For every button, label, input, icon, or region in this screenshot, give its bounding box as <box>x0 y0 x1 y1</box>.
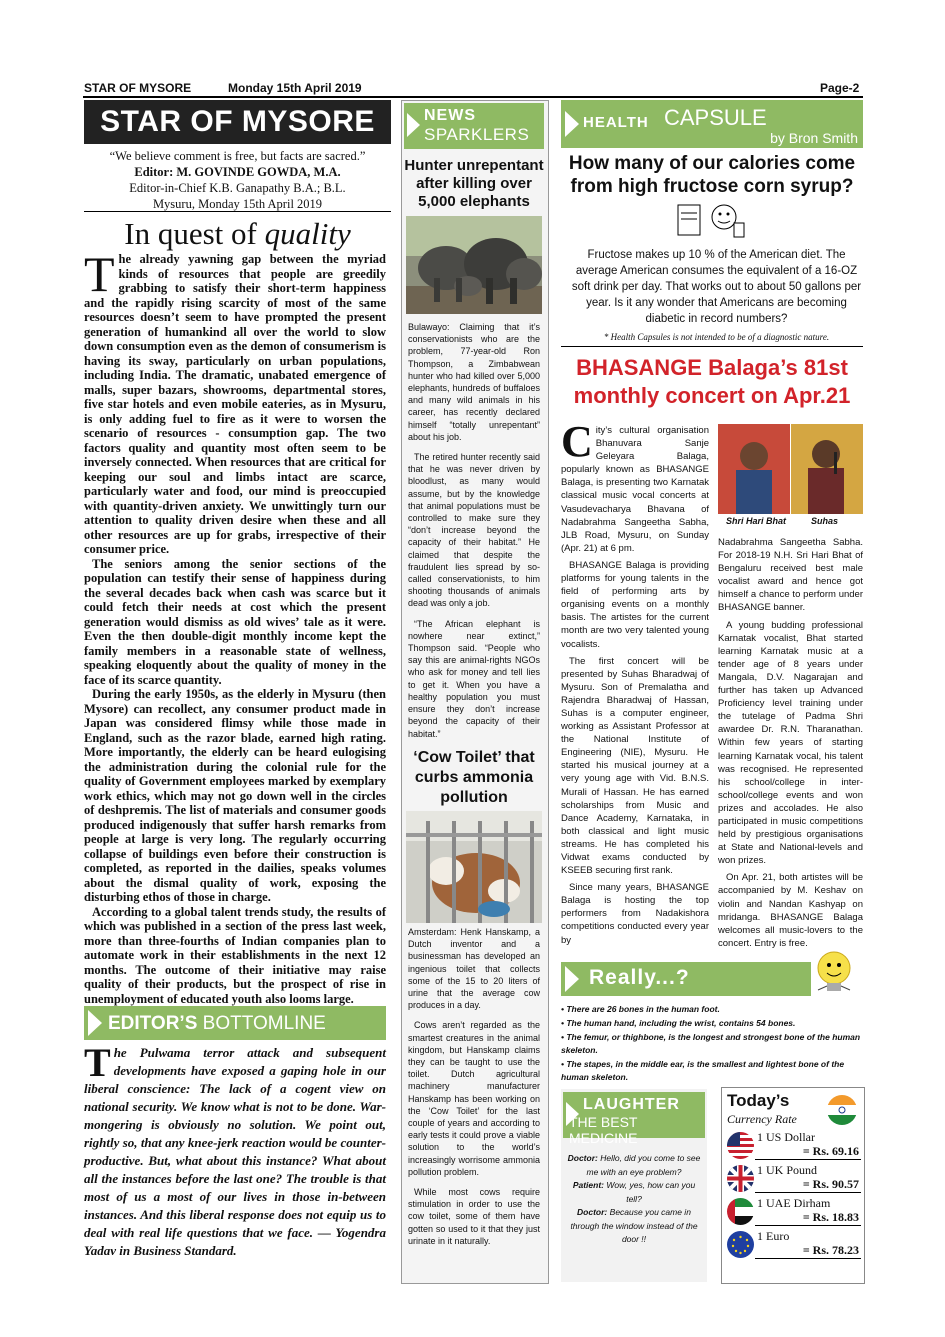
masthead-motto: “We believe comment is free, but facts are sacred.” <box>109 149 366 163</box>
laughter-label: LAUGHTER <box>583 1096 680 1113</box>
really-label: Really...? <box>589 966 690 989</box>
masthead-rule <box>84 211 391 212</box>
photo-caption-bhat: Shri Hari Bhat <box>726 516 787 526</box>
story-paragraph: Bulawayo: Claiming that it’s conservationists who are the problem, 77-year-old Ron Thompson, a Zimbabwean hunter who had killed over 5,000 elephants, hundreds of buffaloes and many wild animals in his career, has recently declared himself “totally unrepentant” about his job. <box>408 322 540 442</box>
rate-row-eur <box>725 1229 861 1260</box>
health-body: Fructose makes up 10 % of the American diet. The average American consumes the equivalent of a 16-OZ soft drink per day. That works out to about 50 gallons per year. Is it any wonder that Americans are becoming diabetic in record numbers? <box>571 249 862 325</box>
concert-paragraph: The first concert will be presented by Suhas Bharadwaj of Mysuru. Son of Premalatha and Rajendra Bharadwaj of Hassan, Suhas is a computer engineer, working as Assistant Professor at the National Institute of Engineering (NIE), Mysuru. He started his musical journey at a very young age with Vid. B.N.S. Murali of Hassan. He has earned scholarships from Music and Dance Academy, Karnataka, in both classical and light music streams. He has completed his Vidwat exams conducted by KSEEB securing first rank. <box>561 655 709 877</box>
concert-paragraph: On Apr. 21, both artistes will be accompanied by M. Keshav on violin and Nandan Kashyap on mridanga. BHASANGE Balaga welcomes all music-lovers to the concert. Entry is free. <box>718 872 863 949</box>
laughter-banner <box>563 1092 705 1146</box>
eu-flag-icon <box>727 1231 754 1258</box>
currency-name: 1 UK Pound <box>757 1163 818 1177</box>
masthead-credits <box>84 148 391 212</box>
concert-column-1 <box>561 417 709 951</box>
health-byline: by Bron Smith <box>770 130 858 146</box>
rate-rule <box>755 1225 861 1226</box>
editorial-headline-plain: In quest of <box>124 216 257 251</box>
health-title: How many of our calories come from high fructose corn syrup? <box>568 153 856 197</box>
masthead-title: STAR OF MYSORE <box>84 100 391 144</box>
story-paragraph: The retired hunter recently said that he was never driven by bloodlust, as many would assume, but by the knowledge that animal populations must be controlled to make sure they “don’t increase beyond the capacity of their habitat.” He claimed that despite the fraudulent lies spread by so-called conservationists, to him shooting thousands of animals dead was only a job. <box>408 452 540 609</box>
masthead-editor-in-chief: Editor-in-Chief K.B. Ganapathy B.A.; B.L. <box>129 181 346 195</box>
bottomline-text-block <box>84 1040 386 1260</box>
bottomline-label: EDITOR’S BOTTOMLINE <box>108 1013 326 1034</box>
header-date: Monday 15th April 2019 <box>228 81 362 95</box>
header-paper-name: STAR OF MYSORE <box>84 81 192 95</box>
concert-paragraph: BHASANGE Balaga is providing platforms for young talents in the field of performing arts by organising events on a monthly basis. The artistes for the current month are two very talented young vocalists. <box>561 559 709 650</box>
currency-value: = Rs. 90.57 <box>802 1177 859 1191</box>
bottomline-text: he Pulwama terror attack and subsequent developments have exposed a gaping hole in our liberal conscience: The lack of a cogent view on national security. We know what is not to be done. War-mongering is obviously no solution. We point out, rightly so, that any knee-jerk reaction would be counter-productive. But, what about this instance? What about all the instances before the last one? The trouble is that most of us a most of our lives in those in-between instances. And this liberal response does not equip us to deal with real life questions that we face. — Yogendra Yadav in Business Standard. <box>84 1045 386 1258</box>
concert-paragraph: City’s cultural organisation Bhanuvara Sanje Geleyara Balaga, popularly known as BHASANGE Balaga, is presenting two Karnatak classical music vocal concerts at Vasudevacharya Bhavana of Nadabrahma Sangeetha Sabha, JLB Road, Mysuru, on Sunday (Apr. 21) at 6 pm. <box>561 417 709 554</box>
concert-paragraph: A young budding professional Karnatak vocalist, Bhat started learning Karnatak music at a tender age of 8 years under Mangala, D.V. Nagarajan and further has taken up Advanced Proficiency level training under the tutelage of Padma Shri awardee Dr. R.N. Tharanathan. Within few years of starting learning Karnatak vocal, his talent was recognised. He represented his school/college in inter-school/college events and won prizes and accolades. He also participated in music competitions held by prestigious organisations at State and National-levels and won prizes. <box>718 619 863 867</box>
currency-value: = Rs. 18.83 <box>802 1210 859 1224</box>
editorial-paragraph: The seniors among the senior sections of the population can testify their sense of happiness during the several decades back when cash was scarce but it could fetch their needs at cost which the present generation would dismiss as old wives’ tale as it were. Even the then double-digit monthly income kept the family members in a reasonable state of wellness, speaking eloquently about the quality of money in the face of its scarce quantity. <box>84 556 386 687</box>
best-medicine-label: THE BEST MEDICINE <box>569 1114 638 1146</box>
cow-toilet-story <box>408 926 540 1255</box>
hunter-headline: Hunter unrepentant after killing over 5,000 elephants <box>404 157 544 210</box>
us-flag-icon <box>727 1132 754 1159</box>
rate-rule <box>755 1192 861 1193</box>
elephants-photo <box>406 216 542 314</box>
joke-line: Doctor: Hello, did you come to see me with an eye problem? <box>567 1153 701 1177</box>
artistes-photo <box>718 424 863 514</box>
banner-arrow-icon <box>407 113 420 137</box>
really-banner <box>561 962 811 996</box>
editorial-drop-cap: T <box>84 246 115 302</box>
currency-value: = Rs. 78.23 <box>802 1243 859 1257</box>
sparklers-label: SPARKLERS <box>424 125 530 144</box>
concert-paragraph: Nadabrahma Sangeetha Sabha. For 2018-19 N.H. Sri Hari Bhat of Bengaluru received best male vocalist award and hence got himself a chance to perform under BHASANGE banner. <box>718 537 863 614</box>
editorial-body <box>84 246 386 1006</box>
fact-item: • The stapes, in the middle ear, is the smallest and lightest bone of the human skeleton. <box>561 1059 845 1082</box>
currency-value: = Rs. 69.16 <box>802 1144 859 1158</box>
bottomline-drop-cap: T <box>84 1040 111 1085</box>
story-paragraph: Cows aren’t regarded as the smartest creatures in the animal kingdom, but Hanskamp claims they can be taught to use the toilet. Dutch agricultural machinery manufacturer Hanskamp has been working on the ‘Cow Toilet’ for the last couple of years and according to early tests it could prove a viable solution to the world’s increasingly worrisome ammonia pollution problem. <box>408 1020 540 1177</box>
news-sparklers-banner <box>404 103 544 149</box>
cow-toilet-headline: ‘Cow Toilet’ that curbs ammonia pollution <box>413 749 535 806</box>
health-label: HEALTH <box>583 114 649 131</box>
uae-flag-icon <box>727 1198 754 1225</box>
currency-name: 1 Euro <box>757 1229 790 1243</box>
masthead-place-date: Mysuru, Monday 15th April 2019 <box>152 197 323 211</box>
story-paragraph: “The African elephant is nowhere near extinct,” Thompson said. “People who say this are animal-rights NGOs who ask for money and tell lies to get it. When you have a healthy population you must ensure they don’t increase beyond the capacity of their habitat.” <box>408 618 540 739</box>
banner-arrow-icon <box>88 1010 102 1036</box>
currency-subtitle: Currency Rate <box>727 1112 797 1126</box>
header-page-number: Page-2 <box>820 81 860 95</box>
banner-arrow-icon <box>565 966 579 992</box>
rate-rule <box>755 1258 861 1259</box>
lightbulb-icon <box>812 948 856 1000</box>
concert-paragraph: Since many years, BHASANGE Balaga is hosting the top performers from Nadakishora competitions conducted every year by <box>561 882 709 946</box>
editorial-headline-italic: quality <box>264 216 351 251</box>
currency-name: 1 US Dollar <box>757 1130 815 1144</box>
concert-drop-cap: C <box>561 417 593 466</box>
joke-dialogue <box>566 1152 702 1247</box>
health-disclaimer: * Health Capsules is not intended to be of a diagnostic nature. <box>603 332 830 342</box>
health-capsule-banner <box>561 100 863 148</box>
currency-name: 1 UAE Dirham <box>757 1196 831 1210</box>
hunter-story <box>408 321 540 748</box>
editorial-paragraph: During the early 1950s, as the elderly in Mysuru (then Mysore) can recollect, any consumer product made in Japan was considered flimsy while those made in England, such as the razor blade, earned high rating. More importantly, the elderly can be heard eulogising the administration during the colonial rule for the quality of Government employees marked by exemplary work ethics, which may not go down well in the circles of deshpremis. The list of materials and consumer goods produced indigenously that suffer harsh remarks from people at large is very long. The regularly occurring collapse of buildings even before their construction is completed, as reported in the dailies, speaks volumes about the dismal quality of work, exposing the disturbing ethos of those in charge. <box>84 687 386 904</box>
header-rule <box>83 96 863 98</box>
currency-title: Today’s <box>727 1091 790 1110</box>
capsule-label: CAPSULE <box>664 105 767 130</box>
news-label: NEWS <box>424 107 476 124</box>
rate-row-gbp <box>725 1163 861 1194</box>
editorial-paragraph: The already yawning gap between the myriad kinds of resources that people are greedily grabbing to satisfy their short-term happiness and the rapidly rising scarcity of most of the same resources doesn’t seem to have prompted the present generation of humankind all over the world to slow down consumption even as the demon of consumerism is having its sway, particularly on urban populations, including India. The dramatic, unabated emergence of malls, super bazars, showrooms, departmental stores, five star hotels and even mobile eateries, as in Mysuru, is only adding fuel to fire as it were to worsen the scenario of resources - consumption gap. The two factors quality and quantity most often seem to be inversely connected. When resources that are critical for keeping our soul and limbs intact are scarce, particularly water and food, our mind is preoccupied with quantity-driven anxiety. We unwittingly turn our attention to quality driven desire when these and all other resources are up for grabs, irrespective of their consumer price. <box>84 246 386 556</box>
joke-line: Patient: Wow, yes, how can you tell? <box>572 1180 696 1204</box>
story-paragraph: While most cows require stimulation in order to use the cow toilet, some of them have gotten so used to it that they just urinate in it naturally. <box>408 1187 540 1246</box>
fact-item: • The femur, or thighbone, is the longest and strongest bone of the human skeleton. <box>561 1032 861 1055</box>
editorial-paragraph: According to a global talent trends study, the results of which was published in a section of the press last week, more than three-fourths of Indian companies plan to automate work in their establishments in the next 12 months. The outcome of their initiative may raise quality of their products, but the prospect of rise in unemployment of educated youth also looms large. <box>84 904 386 1006</box>
fact-item: • There are 26 bones in the human foot. <box>561 1004 720 1014</box>
fact-item: • The human hand, including the wrist, contains 54 bones. <box>561 1018 796 1028</box>
rate-row-aed <box>725 1196 861 1227</box>
india-flag-icon <box>826 1094 858 1126</box>
currency-rate-box <box>721 1087 865 1284</box>
uk-flag-icon <box>727 1165 754 1192</box>
editorial-headline <box>84 216 391 252</box>
editors-bottomline-banner <box>84 1006 386 1040</box>
concert-headline: BHASANGE Balaga’s 81st monthly concert on Apr.21 <box>573 355 851 408</box>
banner-arrow-icon <box>565 111 579 137</box>
bone-facts-list <box>561 1003 863 1085</box>
corn-syrup-illustration-icon <box>672 201 748 241</box>
health-rule <box>561 346 863 347</box>
joke-line: Doctor: Because you came in through the window instead of the door !! <box>570 1207 698 1244</box>
concert-column-2 <box>718 536 863 954</box>
story-paragraph: Amsterdam: Henk Hanskamp, a Dutch inventor and a businessman has developed an ingenious toilet that collects some of the 15 to 20 liters of urine that the average cow produces in a day. <box>408 927 540 1011</box>
rate-rule <box>755 1159 861 1160</box>
rate-row-usd <box>725 1130 861 1161</box>
masthead-editor: Editor: M. GOVINDE GOWDA, M.A. <box>134 165 341 179</box>
photo-caption-suhas: Suhas <box>811 516 839 526</box>
cow-toilet-photo <box>406 811 542 923</box>
